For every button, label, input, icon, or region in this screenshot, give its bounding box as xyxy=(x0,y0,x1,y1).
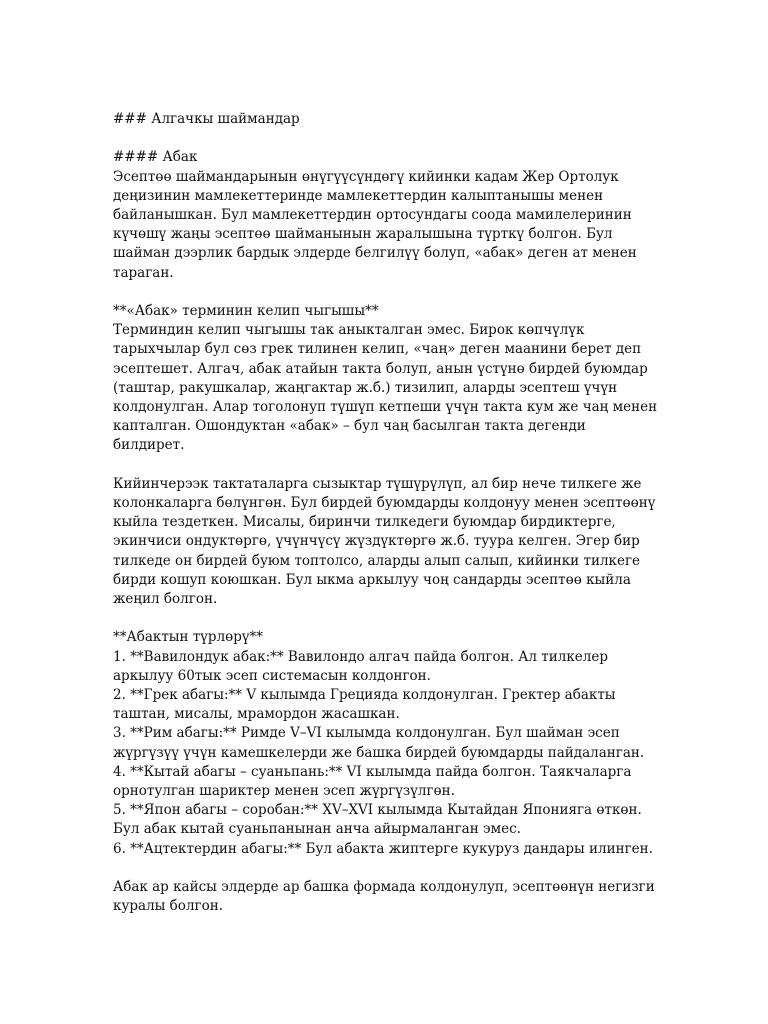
intro-paragraph: Эсептөө шаймандарынын өнүгүүсүндөгү кийинки кадам Жер Ортолук деңизинин мамлекеттеринде мамлекеттердин калыптанышы менен байланышкан. Бул мамлекеттердин ортосундагы соода мамилелеринин күчөшү жаңы эсептөө шайманынын жаралышына түрткү болгон. Бул шайман дээрлик бардык элдерде белгилүү болуп, «абак» деген ат менен тараган. xyxy=(113,168,642,281)
list-item: 6. **Ацтектердин абагы:** Бул абакта жиптерге кукуруз дандары илинген. xyxy=(113,840,653,857)
types-heading: **Абактын түрлөрү** xyxy=(113,629,264,646)
subsection-heading: #### Абак xyxy=(113,149,198,166)
columns-paragraph: Кийинчерээк тактаталарга сызыктар түшүрүлүп, ал бир нече тилкеге же колонкаларга бөлүнгөн. Бул бирдей буюмдарды колдонуу менен эсептөөнү кыйла тездеткен. Мисалы, биринчи тилкедеги буюмдар бирдиктерге, экинчиси ондуктөргө, үчүнчүсү жүздүктөргө ж.б. туура келген. Эгер бир тилкеде он бирдей буюм топтолсо, аларды алып салып, кийинки тилкеге бирди кошуп коюшкан. Бул ыкма аркылуу чоң сандарды эсептөө кыйла жеңил болгон. xyxy=(113,475,660,608)
origin-paragraph: Терминдин келип чыгышы так аныкталган эмес. Бирок көпчүлүк тарыхчылар бул сөз грек тилинен келип, «чаң» деген маанини берет деп эсептешет. Алгач, абак атайын такта болуп, анын үстүнө бирдей буюмдар (таштар, ракушкалар, жаңгактар ж.б.) тизилип, аларды эсептеш үчүн колдонулган. Алар тоголонуп түшүп кетпеши үчүн такта кум же чаң менен капталган. Ошондуктан «абак» – бул чаң басылган такта дегенди билдирет. xyxy=(113,322,662,454)
document-page xyxy=(113,110,661,916)
list-item: 1. **Вавилондук абак:** Вавилондо алгач пайда болгон. Ал тилкелер аркылуу 60тык эсеп системасын колдонгон. xyxy=(113,648,613,684)
blank-line xyxy=(113,859,661,878)
blank-line xyxy=(113,456,661,475)
blank-line xyxy=(113,609,661,628)
list-item: 5. **Япон абагы – соробан:** XV–XVI кылымда Кытайдан Японияга өткөн. Бул абак кытай суаньпанынан анча айырмаланган эмес. xyxy=(113,802,647,838)
section-heading: ### Алгачкы шаймандар xyxy=(113,111,300,127)
closing-paragraph: Абак ар кайсы элдерде ар башка формада колдонулуп, эсептөөнүн негизги куралы болгон. xyxy=(113,879,660,915)
origin-heading: **«Абак» терминин келип чыгышы** xyxy=(113,303,379,319)
list-item: 2. **Грек абагы:** V кылымда Грецияда колдонулган. Гректер абакты таштан, мисалы, мрамордон жасашкан. xyxy=(113,687,620,723)
blank-line xyxy=(113,283,661,302)
blank-line xyxy=(113,129,661,148)
list-item: 3. **Рим абагы:** Римде V–VI кылымда колдонулган. Бул шайман эсеп жүргүзүү үчүн камешкелерди же башка бирдей буюмдарды пайдаланган. xyxy=(113,725,645,761)
types-list xyxy=(113,648,661,859)
list-item: 4. **Кытай абагы – суаньпань:** VI кылымда пайда болгон. Таякчаларга орнотулган шариктер менен эсеп жүргүзүлгөн. xyxy=(113,763,636,800)
